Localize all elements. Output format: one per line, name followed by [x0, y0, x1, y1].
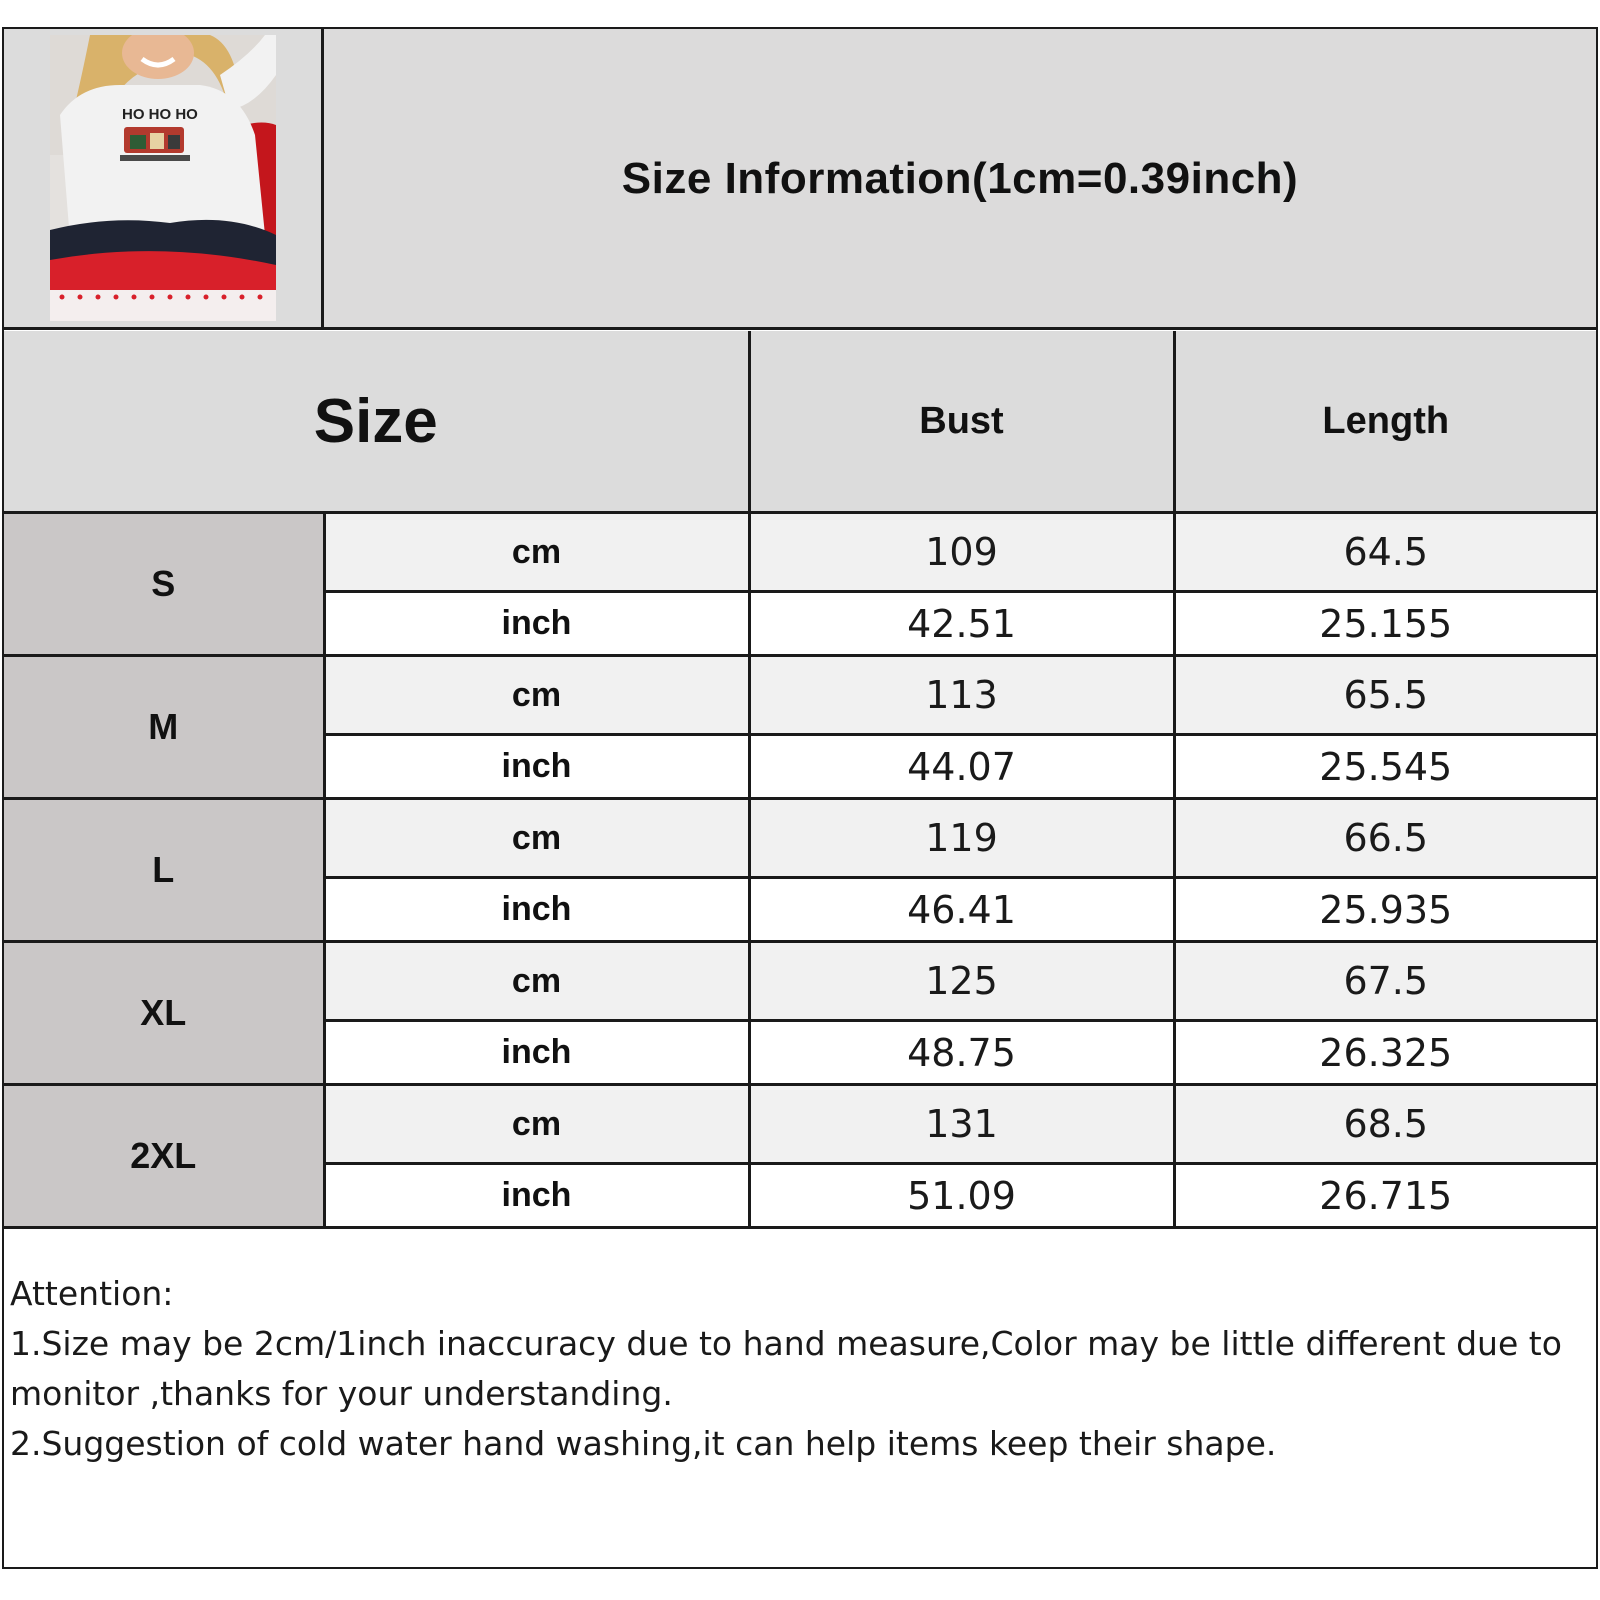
product-photo-cell — [4, 29, 324, 329]
bust-value: 113 — [749, 656, 1174, 735]
length-value: 65.5 — [1174, 656, 1596, 735]
length-value: 25.545 — [1174, 735, 1596, 799]
bust-value: 109 — [749, 513, 1174, 592]
size-table — [4, 331, 1596, 1229]
unit-label: inch — [324, 1021, 749, 1085]
unit-label: inch — [324, 735, 749, 799]
size-label: XL — [4, 942, 324, 1085]
length-value: 67.5 — [1174, 942, 1596, 1021]
bust-value: 125 — [749, 942, 1174, 1021]
bust-value: 51.09 — [749, 1164, 1174, 1228]
product-photo — [50, 35, 276, 321]
table-header-row — [4, 331, 1596, 513]
length-value: 26.325 — [1174, 1021, 1596, 1085]
header-size: Size — [4, 331, 749, 513]
bust-value: 48.75 — [749, 1021, 1174, 1085]
divider — [4, 327, 1596, 330]
size-label: L — [4, 799, 324, 942]
notes-line-2: 2.Suggestion of cold water hand washing,it can help items keep their shape. — [10, 1424, 1277, 1463]
length-value: 68.5 — [1174, 1085, 1596, 1164]
header-length: Length — [1174, 331, 1596, 513]
attention-notes — [10, 1269, 1590, 1469]
header-bust: Bust — [749, 331, 1174, 513]
product-photo-illustration — [50, 35, 276, 321]
header-row — [4, 29, 1596, 329]
notes-heading: Attention: — [10, 1274, 174, 1313]
bust-value: 119 — [749, 799, 1174, 878]
unit-label: cm — [324, 799, 749, 878]
unit-label: cm — [324, 656, 749, 735]
length-value: 25.155 — [1174, 592, 1596, 656]
sweater-graphic-text: HO HO HO — [122, 106, 198, 123]
table-row — [4, 799, 1596, 878]
size-chart — [2, 27, 1598, 1569]
length-value: 26.715 — [1174, 1164, 1596, 1228]
title-cell — [324, 29, 1596, 329]
length-value: 66.5 — [1174, 799, 1596, 878]
table-row — [4, 942, 1596, 1021]
table-row — [4, 1085, 1596, 1164]
length-value: 25.935 — [1174, 878, 1596, 942]
unit-label: inch — [324, 878, 749, 942]
unit-label: cm — [324, 513, 749, 592]
size-label: M — [4, 656, 324, 799]
table-row — [4, 513, 1596, 592]
page-title: Size Information(1cm=0.39inch) — [621, 154, 1299, 203]
size-label: S — [4, 513, 324, 656]
bust-value: 131 — [749, 1085, 1174, 1164]
unit-label: inch — [324, 592, 749, 656]
unit-label: inch — [324, 1164, 749, 1228]
unit-label: cm — [324, 942, 749, 1021]
bust-value: 46.41 — [749, 878, 1174, 942]
bust-value: 42.51 — [749, 592, 1174, 656]
unit-label: cm — [324, 1085, 749, 1164]
bust-value: 44.07 — [749, 735, 1174, 799]
table-row — [4, 656, 1596, 735]
notes-line-1: 1.Size may be 2cm/1inch inaccuracy due to hand measure,Color may be little different due to monitor ,thanks for your understanding. — [10, 1324, 1562, 1413]
size-label: 2XL — [4, 1085, 324, 1228]
length-value: 64.5 — [1174, 513, 1596, 592]
